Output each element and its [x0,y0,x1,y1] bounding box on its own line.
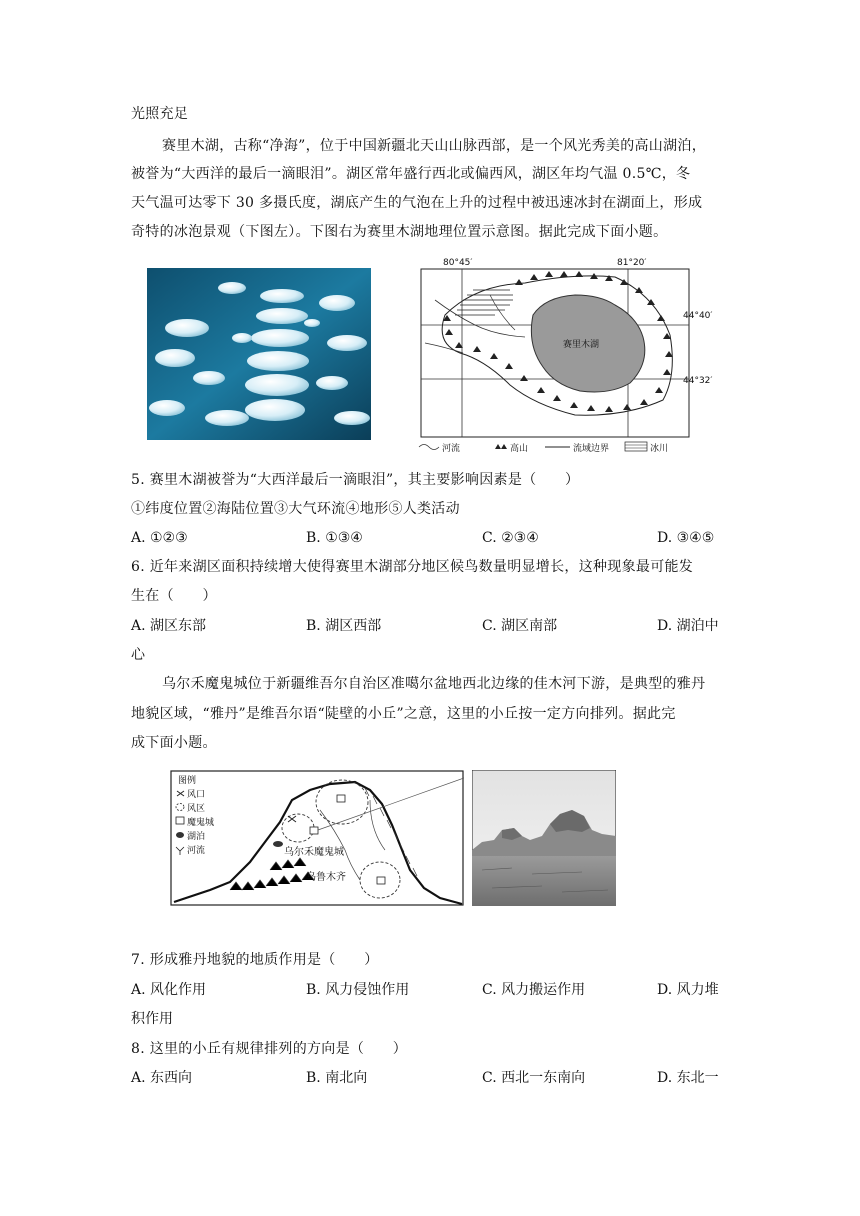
legend-river: 河流 [442,444,461,454]
lat-label-top: 44°40′ [683,311,713,321]
wuerhe-map [170,770,464,906]
lon-label-right: 81°20′ [617,258,647,268]
passage-2-line: 地貌区域，“雅丹”是维吾尔语“陡壁的小丘”之意，这里的小丘按一定方向排列。据此完 [131,706,676,722]
option-a[interactable]: A. 风化作用 [131,982,207,998]
place-label-wuerhe: 乌尔禾魔鬼城 [284,847,344,858]
option-a[interactable]: A. 东西向 [131,1070,193,1086]
passage-1-line: 被誉为“大西洋的最后一滴眼泪”。湖区常年盛行西北或偏西风，湖区年均气温 0.5℃，冬 [131,166,691,182]
option-c[interactable]: C. 湖区南部 [482,618,558,634]
passage-2-line: 成下面小题。 [131,735,217,751]
question-factors: ①纬度位置②海陆位置③大气环流④地形⑤人类活动 [131,501,460,517]
question-stem: 7. 形成雅丹地貌的地质作用是（ ） [131,952,379,968]
option-c[interactable]: C. 风力搬运作用 [482,982,586,998]
option-a[interactable]: A. ①②③ [131,530,188,546]
passage-1-line: 赛里木湖，古称“净海”，位于中国新疆北天山山脉西部，是一个风光秀美的高山湖泊， [162,138,707,154]
map-1-legend [419,442,668,454]
option-b[interactable]: B. 南北向 [306,1070,368,1086]
option-d[interactable]: D. 湖泊中 [657,618,719,634]
question-stem: 5. 赛里木湖被誉为“大西洋最后一滴眼泪”，其主要影响因素是（ ） [131,472,580,488]
lake-label: 赛里木湖 [563,340,600,350]
passage-1-line: 奇特的冰泡景观（下图左）。下图右为赛里木湖地理位置示意图。据此完成下面小题。 [131,224,668,240]
yardang-photo [472,770,616,906]
legend-wind-zone: 风区 [187,804,206,814]
lon-label-left: 80°45′ [443,258,473,268]
mountain-icon [495,444,507,449]
option-b[interactable]: B. ①③④ [306,530,363,546]
legend-mountain: 高山 [510,444,529,454]
option-c[interactable]: C. 西北一东南向 [482,1070,586,1086]
lat-label-bottom: 44°32′ [683,376,713,386]
option-b[interactable]: B. 风力侵蚀作用 [306,982,410,998]
legend-devil-town: 魔鬼城 [187,818,215,828]
option-a[interactable]: A. 湖区东部 [131,618,207,634]
legend-glacier: 冰川 [650,444,669,454]
legend-wind-mouth: 风口 [187,790,206,800]
question-stem-cont: 生在（ ） [131,588,217,604]
legend-river: 河流 [187,846,206,856]
legend-boundary: 流域边界 [573,444,610,454]
ice-bubble-photo [147,268,371,440]
intro-fragment: 光照充足 [131,106,189,122]
legend-title: 图例 [178,776,197,786]
legend-lake: 湖泊 [187,832,206,842]
option-c[interactable]: C. ②③④ [482,530,539,546]
question-stem: 8. 这里的小丘有规律排列的方向是（ ） [131,1041,408,1057]
sayram-lake-map [415,255,715,455]
question-stem: 6. 近年来湖区面积持续增大使得赛里木湖部分地区候鸟数量明显增长，这种现象最可能发 [131,559,694,575]
option-d[interactable]: D. 风力堆 [657,982,719,998]
option-d-wrap: 积作用 [131,1011,173,1027]
option-d-wrap: 心 [131,647,145,663]
option-d[interactable]: D. 东北一 [657,1070,719,1086]
place-label-urumqi: 乌鲁木齐 [306,872,346,883]
option-b[interactable]: B. 湖区西部 [306,618,382,634]
passage-2-line: 乌尔禾魔鬼城位于新疆维吾尔自治区准噶尔盆地西北边缘的佳木河下游，是典型的雅丹 [162,676,706,692]
option-d[interactable]: D. ③④⑤ [657,530,715,546]
passage-1-line: 天气温可达零下 30 多摄氏度，湖底产生的气泡在上升的过程中被迅速冰封在湖面上，形成 [131,195,703,211]
